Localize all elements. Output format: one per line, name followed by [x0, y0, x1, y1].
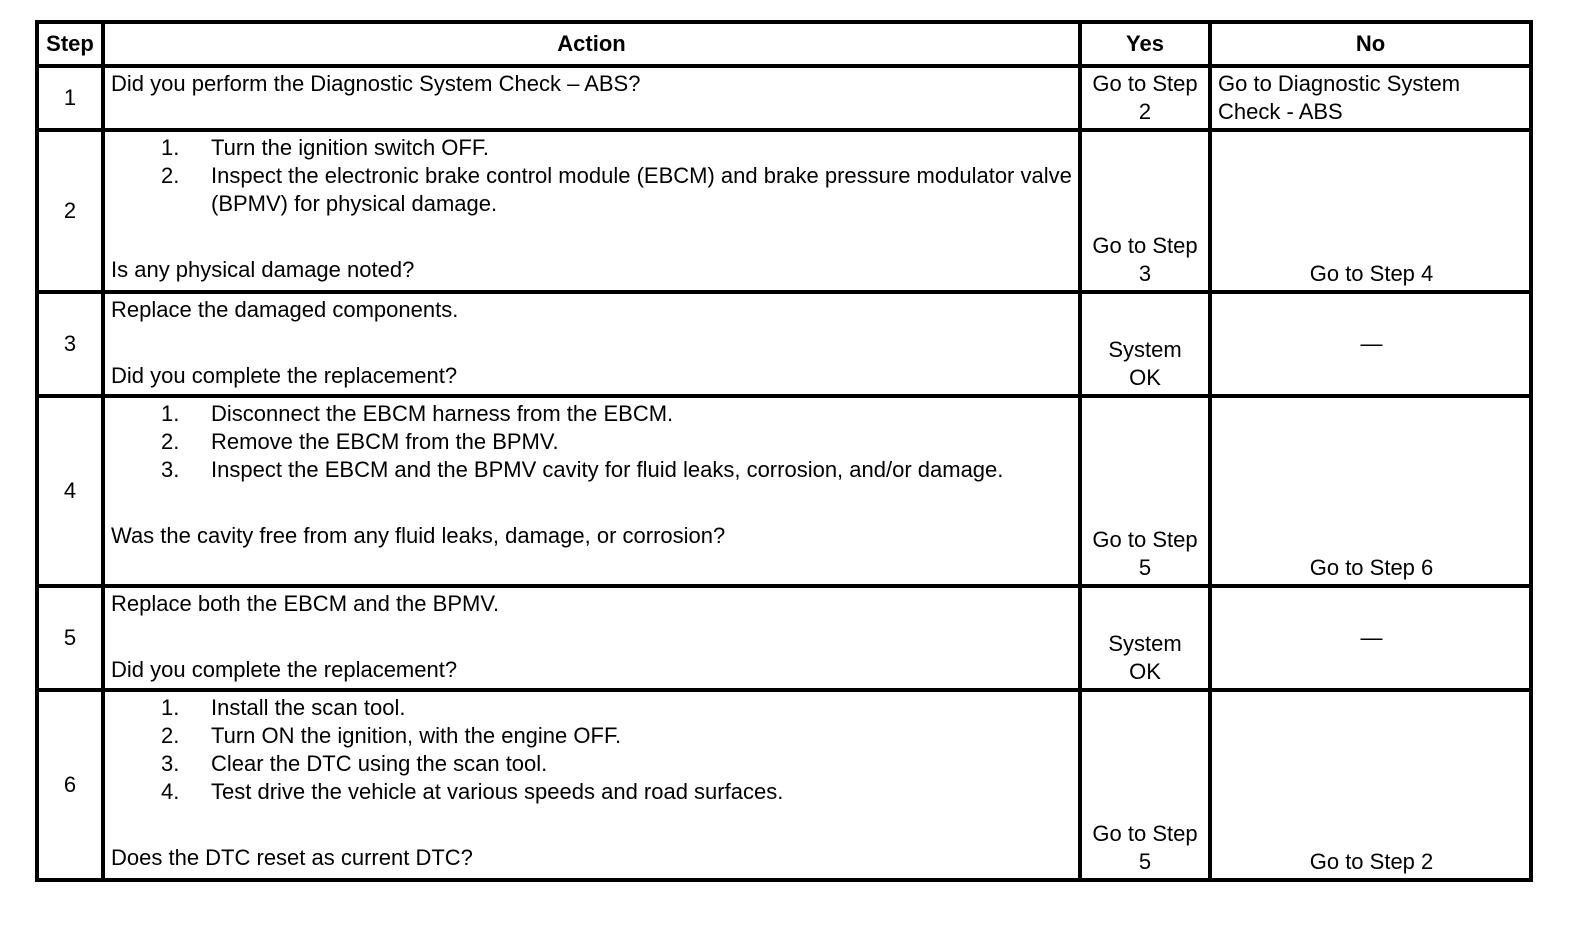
header-yes: Yes — [1080, 22, 1210, 66]
yes-line1: Go to Step — [1092, 527, 1198, 552]
no-cell: — — [1210, 586, 1531, 690]
yes-line2: 5 — [1138, 555, 1152, 580]
no-cell: Go to Step 6 — [1210, 396, 1531, 586]
action-cell — [103, 690, 1080, 880]
no-cell: Go to Step 4 — [1210, 130, 1531, 292]
no-cell: — — [1210, 292, 1531, 396]
header-step: Step — [37, 22, 103, 66]
yes-line1: Go to Step — [1092, 233, 1198, 258]
yes-line1: Go to Step — [1092, 821, 1198, 846]
step-number: 6 — [37, 690, 103, 880]
step-number: 1 — [37, 66, 103, 130]
yes-line1: Go to Step — [1092, 71, 1198, 96]
yes-cell — [1080, 66, 1210, 130]
substep-list — [111, 694, 1074, 806]
action-text: Did you perform the Diagnostic System Check – ABS? — [111, 71, 641, 96]
action-cell — [103, 66, 1080, 130]
action-text: Replace both the EBCM and the BPMV. — [111, 591, 500, 616]
substep-item: 1. Turn the ignition switch OFF. — [161, 135, 489, 160]
action-text: Replace the damaged components. — [111, 297, 459, 322]
table-row — [37, 586, 1531, 690]
table-row — [37, 396, 1531, 586]
diagnostic-table — [35, 20, 1533, 882]
step-number: 3 — [37, 292, 103, 396]
substep-item: 1. Disconnect the EBCM harness from the EBCM. — [161, 401, 674, 426]
header-no: No — [1210, 22, 1531, 66]
table-row — [37, 130, 1531, 292]
step-number: 5 — [37, 586, 103, 690]
substep-item: 2. Remove the EBCM from the BPMV. — [161, 429, 559, 454]
yes-line2: 3 — [1138, 261, 1152, 286]
header-action: Action — [103, 22, 1080, 66]
question-text: Did you complete the replacement? — [111, 363, 458, 388]
yes-cell — [1080, 586, 1210, 690]
substep-item: 3. Clear the DTC using the scan tool. — [161, 751, 548, 776]
yes-line2: OK — [1129, 659, 1161, 684]
action-cell — [103, 396, 1080, 586]
yes-line1: System — [1108, 631, 1182, 656]
yes-cell — [1080, 292, 1210, 396]
question-text: Did you complete the replacement? — [111, 657, 458, 682]
step-number: 4 — [37, 396, 103, 586]
table-row — [37, 66, 1531, 130]
substep-list — [111, 134, 1074, 218]
question-text: Does the DTC reset as current DTC? — [111, 845, 473, 870]
question-text: Was the cavity free from any fluid leaks, damage, or corrosion? — [111, 523, 726, 548]
header-row — [37, 22, 1531, 66]
no-cell: Go to Step 2 — [1210, 690, 1531, 880]
yes-line2: OK — [1129, 365, 1161, 390]
substep-item: 3. Inspect the EBCM and the BPMV cavity for fluid leaks, corrosion, and/or damage. — [161, 457, 1004, 482]
yes-line2: 2 — [1138, 99, 1152, 124]
substep-list — [111, 400, 1074, 484]
yes-cell — [1080, 396, 1210, 586]
yes-cell — [1080, 690, 1210, 880]
action-cell — [103, 130, 1080, 292]
substep-item: 2. Turn ON the ignition, with the engine OFF. — [161, 723, 622, 748]
question-text: Is any physical damage noted? — [111, 257, 415, 282]
substep-item: 4. Test drive the vehicle at various speeds and road surfaces. — [161, 779, 784, 804]
action-cell — [103, 292, 1080, 396]
yes-cell — [1080, 130, 1210, 292]
step-number: 2 — [37, 130, 103, 292]
yes-line1: System — [1108, 337, 1182, 362]
table-row — [37, 690, 1531, 880]
yes-line2: 5 — [1138, 849, 1152, 874]
action-cell — [103, 586, 1080, 690]
substep-item: 2. Inspect the electronic brake control module (EBCM) and brake pressure modulator valve (BPMV) for physical damage. — [161, 163, 1072, 216]
substep-item: 1. Install the scan tool. — [161, 695, 406, 720]
no-cell: Go to Diagnostic System Check - ABS — [1210, 66, 1531, 130]
table-row — [37, 292, 1531, 396]
